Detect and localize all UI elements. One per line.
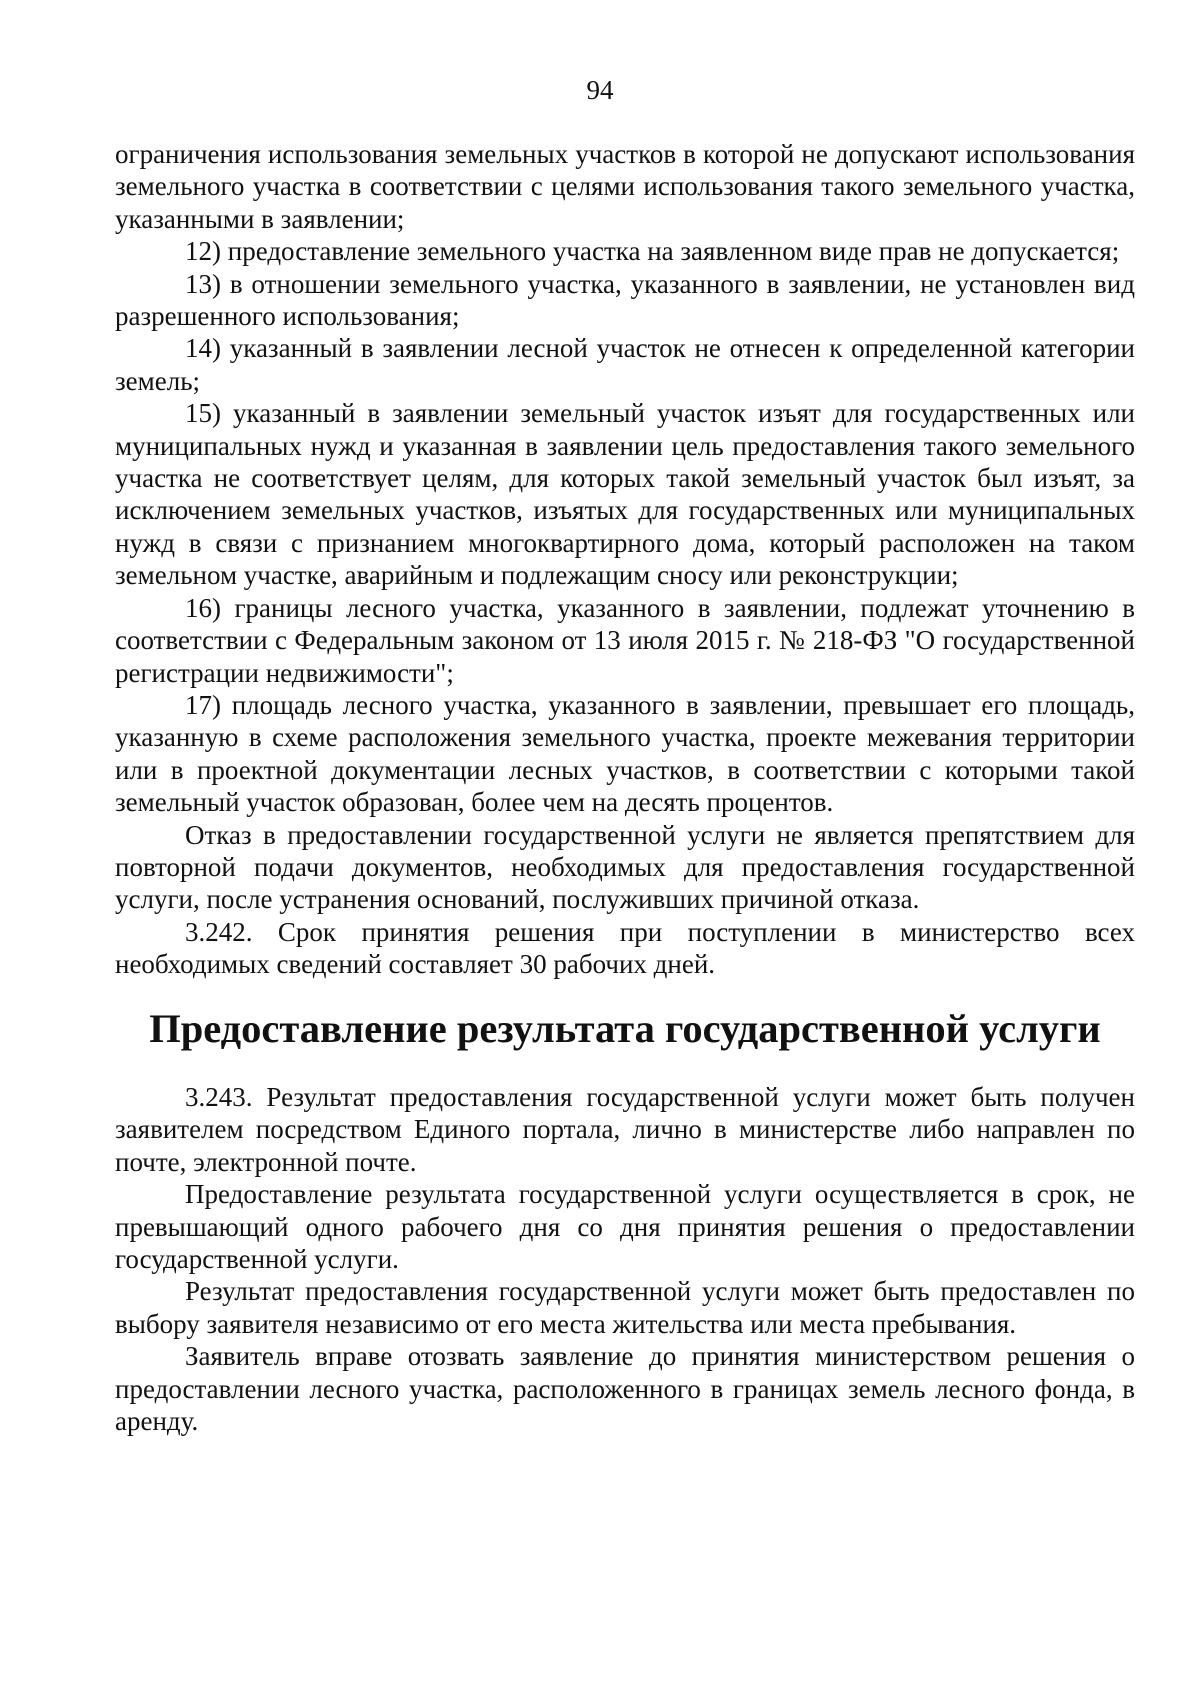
- paragraph-refusal-note: Отказ в предоставлении государственной услуги не является препятствием для повторной подачи документов, необходимых для предоставления государственной услуги, после устранения оснований, послуживших причиной отказа.: [115, 819, 1135, 915]
- section-heading: Предоставление результата государственной услуги: [149, 1005, 1101, 1051]
- paragraph-3-243: 3.243. Результат предоставления государственной услуги может быть получен заявителем посредством Единого портала, лично в министерстве либо направлен по почте, электронной почте.: [115, 1081, 1135, 1177]
- paragraph-3-242: 3.242. Срок принятия решения при поступлении в министерство всех необходимых сведений составляет 30 рабочих дней.: [115, 916, 1135, 980]
- paragraph-result-location: Результат предоставления государственной услуги может быть предоставлен по выбору заявителя независимо от его места жительства или места пребывания.: [115, 1276, 1135, 1339]
- paragraph-withdrawal: Заявитель вправе отозвать заявление до принятия министерством решения о предоставлении лесного участка, расположенного в границах земель лесного фонда, в аренду.: [115, 1341, 1135, 1437]
- list-item-14: 14) указанный в заявлении лесной участок не отнесен к определенной категории земель;: [115, 333, 1135, 396]
- list-item-13: 13) в отношении земельного участка, указанного в заявлении, не установлен вид разрешенного использования;: [115, 268, 1135, 332]
- document-body: [115, 138, 1135, 1437]
- list-item-16: 16) границы лесного участка, указанного в заявлении, подлежат уточнению в соответствии с Федеральным законом от 13 июля 2015 г. № 218-ФЗ "О государственной регистрации недвижимости";: [115, 592, 1135, 688]
- list-item-15: 15) указанный в заявлении земельный участок изъят для государственных или муниципальных нужд и указанная в заявлении цель предоставления такого земельного участка не соответствует целям, для которых такой земельный участок был изъят, за исключением земельных участков, изъятых для государственных или муниципальных нужд в связи с признанием многоквартирного дома, который расположен на таком земельном участке, аварийным и подлежащим сносу или реконструкции;: [115, 398, 1135, 591]
- list-item-17: 17) площадь лесного участка, указанного в заявлении, превышает его площадь, указанную в схеме расположения земельного участка, проекте межевания территории или в проектной документации лесных участков, в соответствии с которыми такой земельный участок образован, более чем на десять процентов.: [115, 689, 1135, 818]
- paragraph-continuation: ограничения использования земельных участков в которой не допускают использования земельного участка в соответствии с целями использования такого земельного участка, указанными в заявлении;: [115, 139, 1135, 234]
- page-number: 94: [586, 75, 614, 105]
- list-item-12: 12) предоставление земельного участка на заявленном виде прав не допускается;: [185, 236, 1120, 267]
- paragraph-result-timing: Предоставление результата государственной услуги осуществляется в срок, не превышающий одного рабочего дня со дня принятия решения о предоставлении государственной услуги.: [115, 1179, 1135, 1274]
